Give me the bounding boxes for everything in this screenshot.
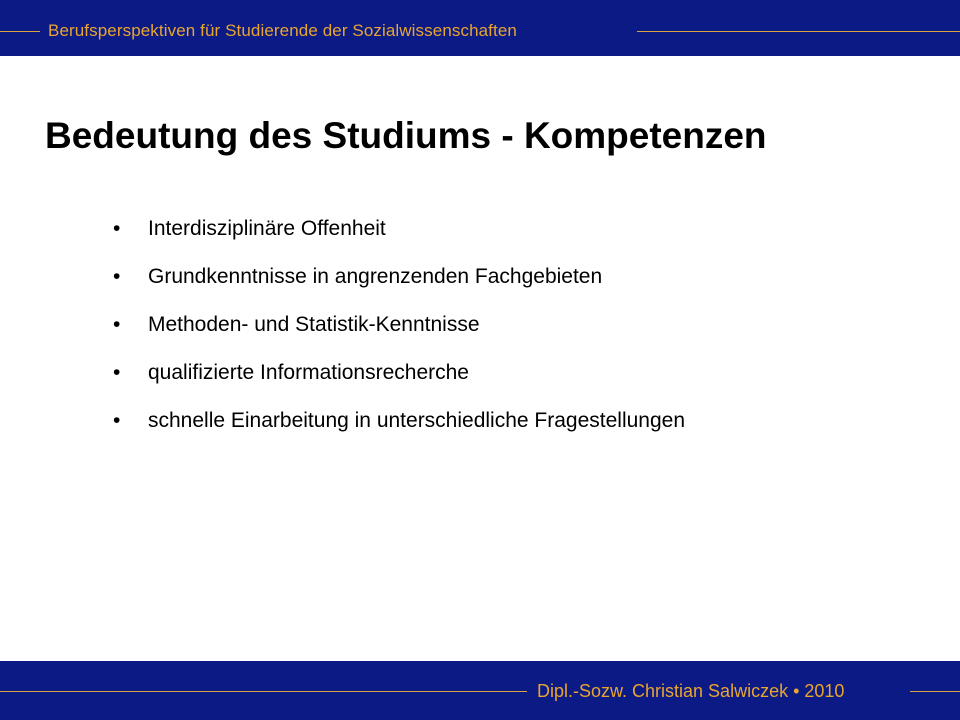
header-divider-left — [0, 31, 40, 32]
footer-bar — [0, 661, 960, 720]
header-title: Berufsperspektiven für Studierende der Sozialwissenschaften — [48, 21, 517, 40]
bullet-icon: • — [113, 217, 121, 240]
bullet-text: Grundkenntnisse in angrenzenden Fachgebieten — [148, 265, 603, 288]
bullet-icon: • — [113, 409, 121, 432]
bullet-text: Methoden- und Statistik-Kenntnisse — [148, 313, 480, 336]
header-bar — [0, 0, 960, 56]
bullet-icon: • — [113, 361, 121, 384]
header-divider-right — [637, 31, 960, 32]
footer-divider-right — [910, 691, 960, 692]
footer-author: Dipl.-Sozw. Christian Salwiczek • 2010 — [537, 681, 845, 701]
slide-title: Bedeutung des Studiums - Kompetenzen — [45, 115, 767, 156]
bullet-icon: • — [113, 313, 121, 336]
footer-divider-left — [0, 691, 527, 692]
bullet-text: qualifizierte Informationsrecherche — [148, 361, 469, 384]
bullet-icon: • — [113, 265, 121, 288]
bullet-text: schnelle Einarbeitung in unterschiedliche Fragestellungen — [148, 409, 686, 432]
bullet-text: Interdisziplinäre Offenheit — [148, 217, 386, 240]
